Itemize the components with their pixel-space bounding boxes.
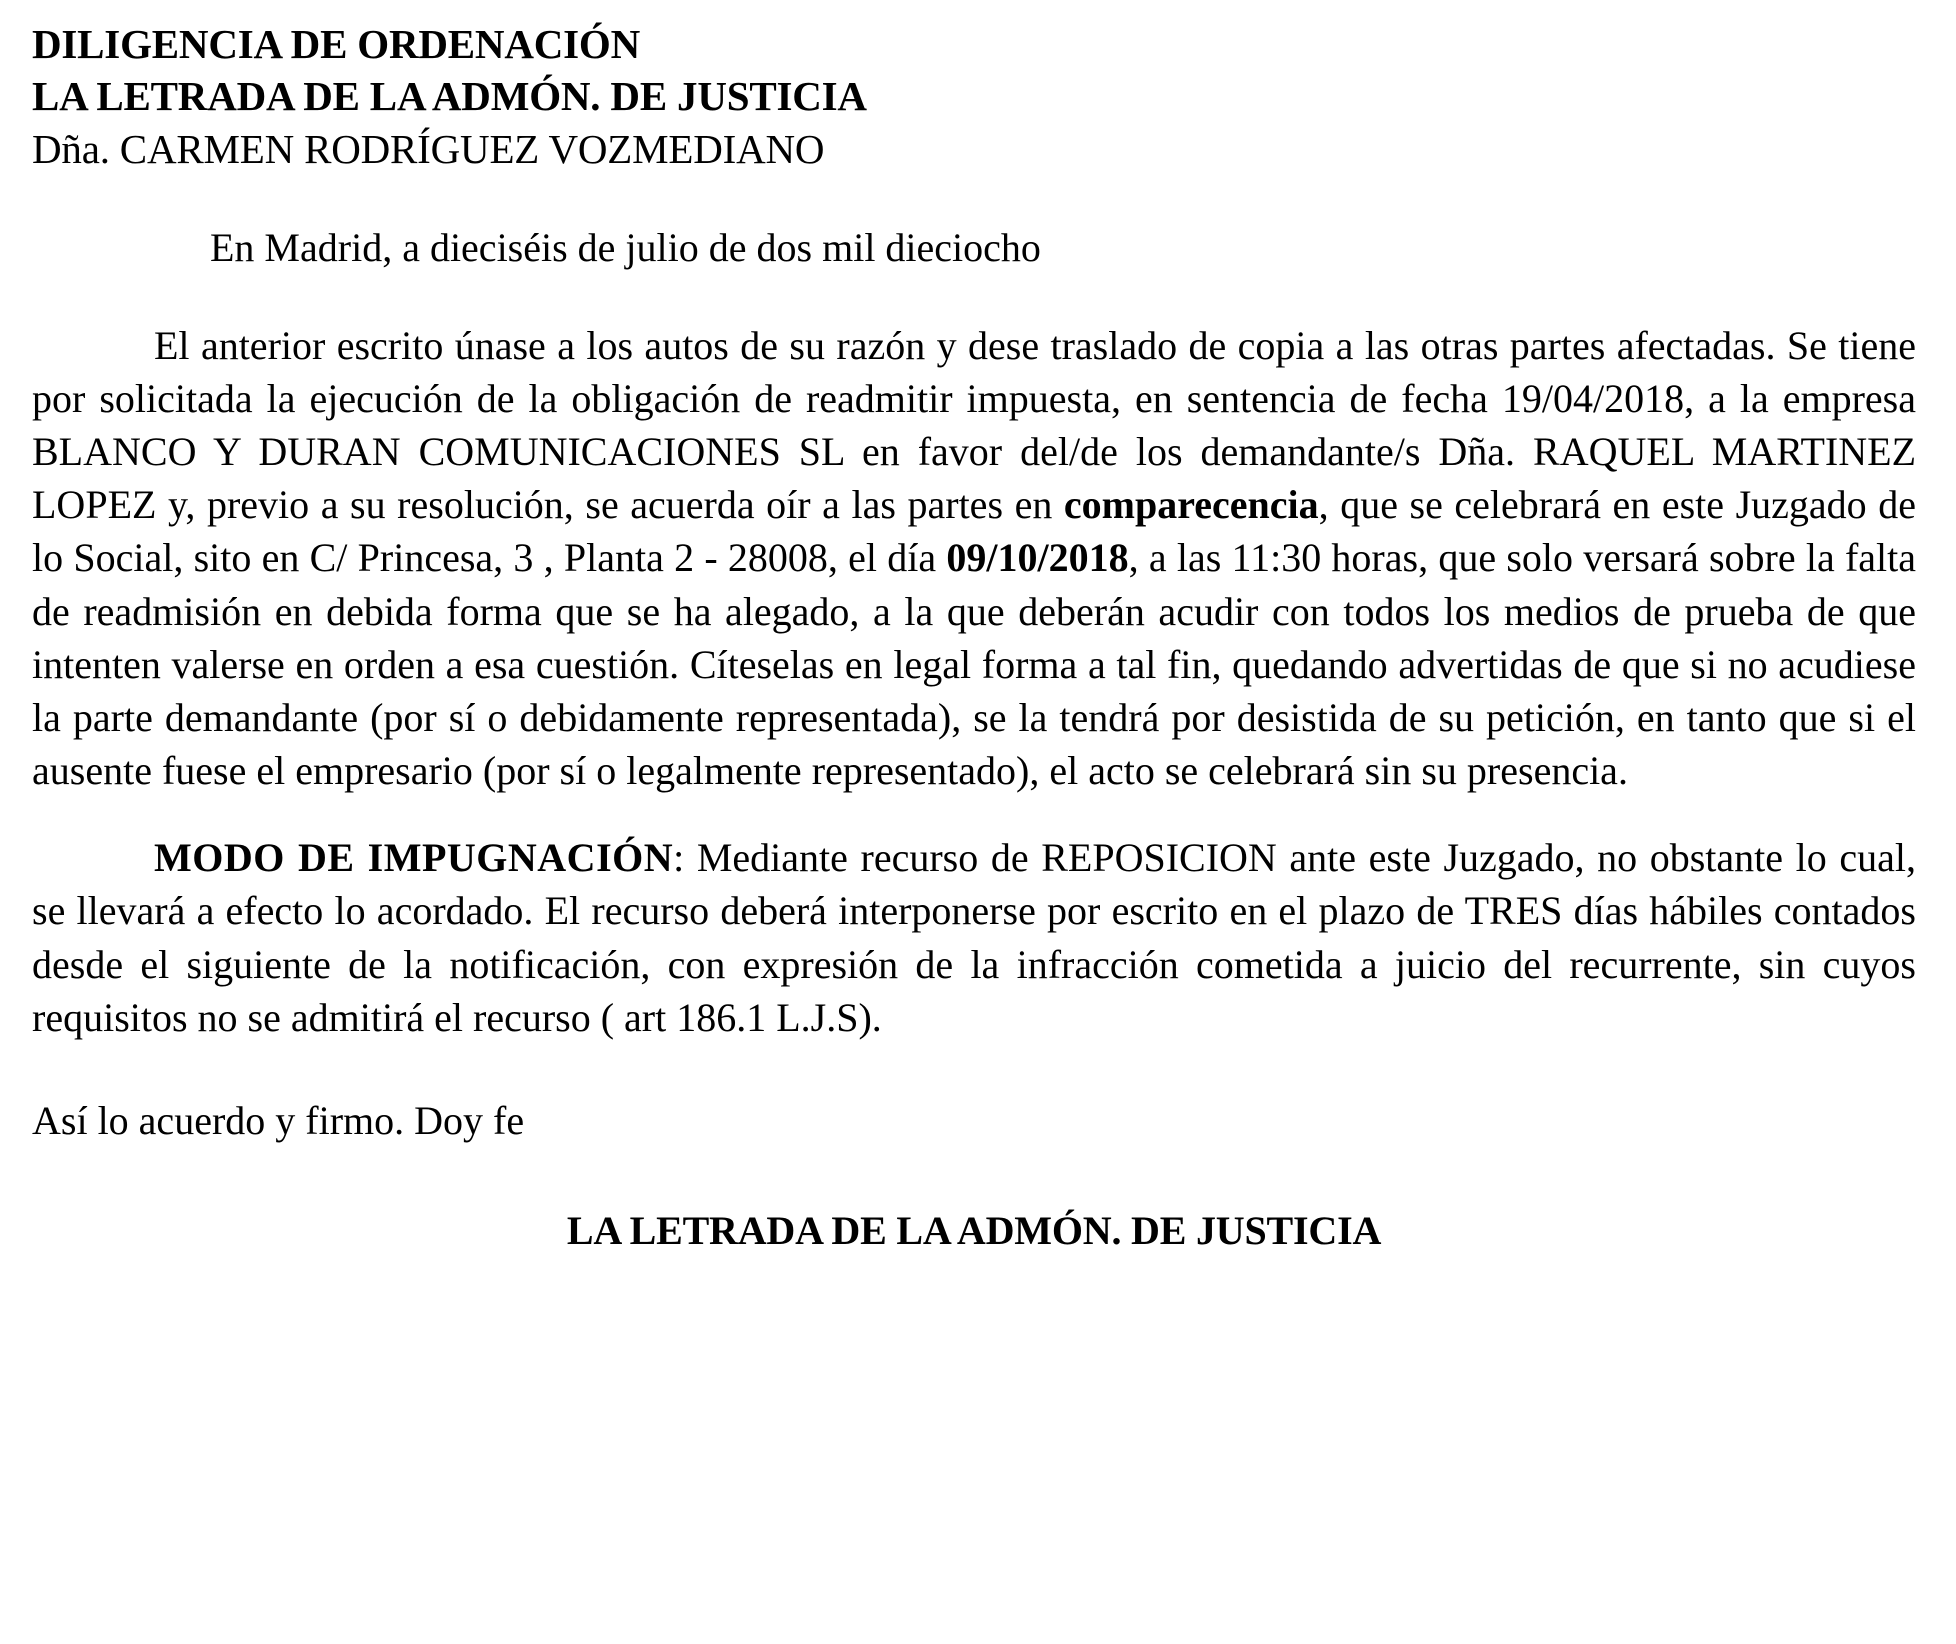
appeal-paragraph — [32, 831, 1916, 1044]
header-title-line-1: DILIGENCIA DE ORDENACIÓN — [32, 21, 641, 67]
body-text-part-1: El anterior escrito únase a los autos de su razón y dese traslado de copia a las otras partes afectadas. Se tiene por solicitada la ejecución de la obligación de readmitir impuesta, en sentencia de fecha 19/04/2018, a la empresa BLANCO Y DURAN COMUNICACIONES SL en favor del/de los demandante/s Dña. RAQUEL MARTINEZ LOPEZ y, previo a su resolución, se acuerda oír a las partes en — [32, 322, 1916, 528]
body-text-part-3: , a las 11:30 horas, que solo versará sobre la falta de readmisión en debida forma que se ha alegado, a la que deberán acudir con todos los medios de prueba de que intenten valerse en orden a esa cuestión. Cíteselas en legal forma a tal fin, quedando advertidas de que si no acudiese la parte demandante (por sí o debidamente representada), se la tendrá por desistida de su petición, en tanto que si el ausente fuese el empresario (por sí o legalmente representado), el acto se celebrará sin su presencia. — [32, 535, 1917, 794]
header-title-line-2: LA LETRADA DE LA ADMÓN. DE JUSTICIA — [32, 73, 867, 120]
body-text-part-2: , que se celebrará en este Juzgado de lo Social, sito en C/ Princesa, 3 , Planta 2 - 28008, el día — [32, 482, 1916, 581]
main-body-paragraph — [32, 319, 1916, 798]
header-officer-name: Dña. CARMEN RODRÍGUEZ VOZMEDIANO — [32, 125, 825, 172]
body-emphasis-date: 09/10/2018 — [946, 535, 1129, 581]
body-emphasis-comparecencia: comparecencia — [1063, 482, 1319, 528]
signature-line: LA LETRADA DE LA ADMÓN. DE JUSTICIA — [566, 1208, 1382, 1254]
appeal-text: : Mediante recurso de REPOSICION ante este Juzgado, no obstante lo cual, se llevará a efecto lo acordado. El recurso deberá interponerse por escrito en el plazo de TRES días hábiles contados desde el siguiente de la notificación, con expresión de la infracción cometida a juicio del recurrente, sin cuyos requisitos no se admitirá el recurso ( art 186.1 L.J.S). — [32, 835, 1916, 1040]
document-header — [32, 18, 1916, 175]
appeal-heading: MODO DE IMPUGNACIÓN — [154, 835, 674, 881]
closing-statement: Así lo acuerdo y firmo. Doy fe — [32, 1098, 525, 1144]
place-and-date: En Madrid, a dieciséis de julio de dos mil dieciocho — [210, 225, 1041, 271]
